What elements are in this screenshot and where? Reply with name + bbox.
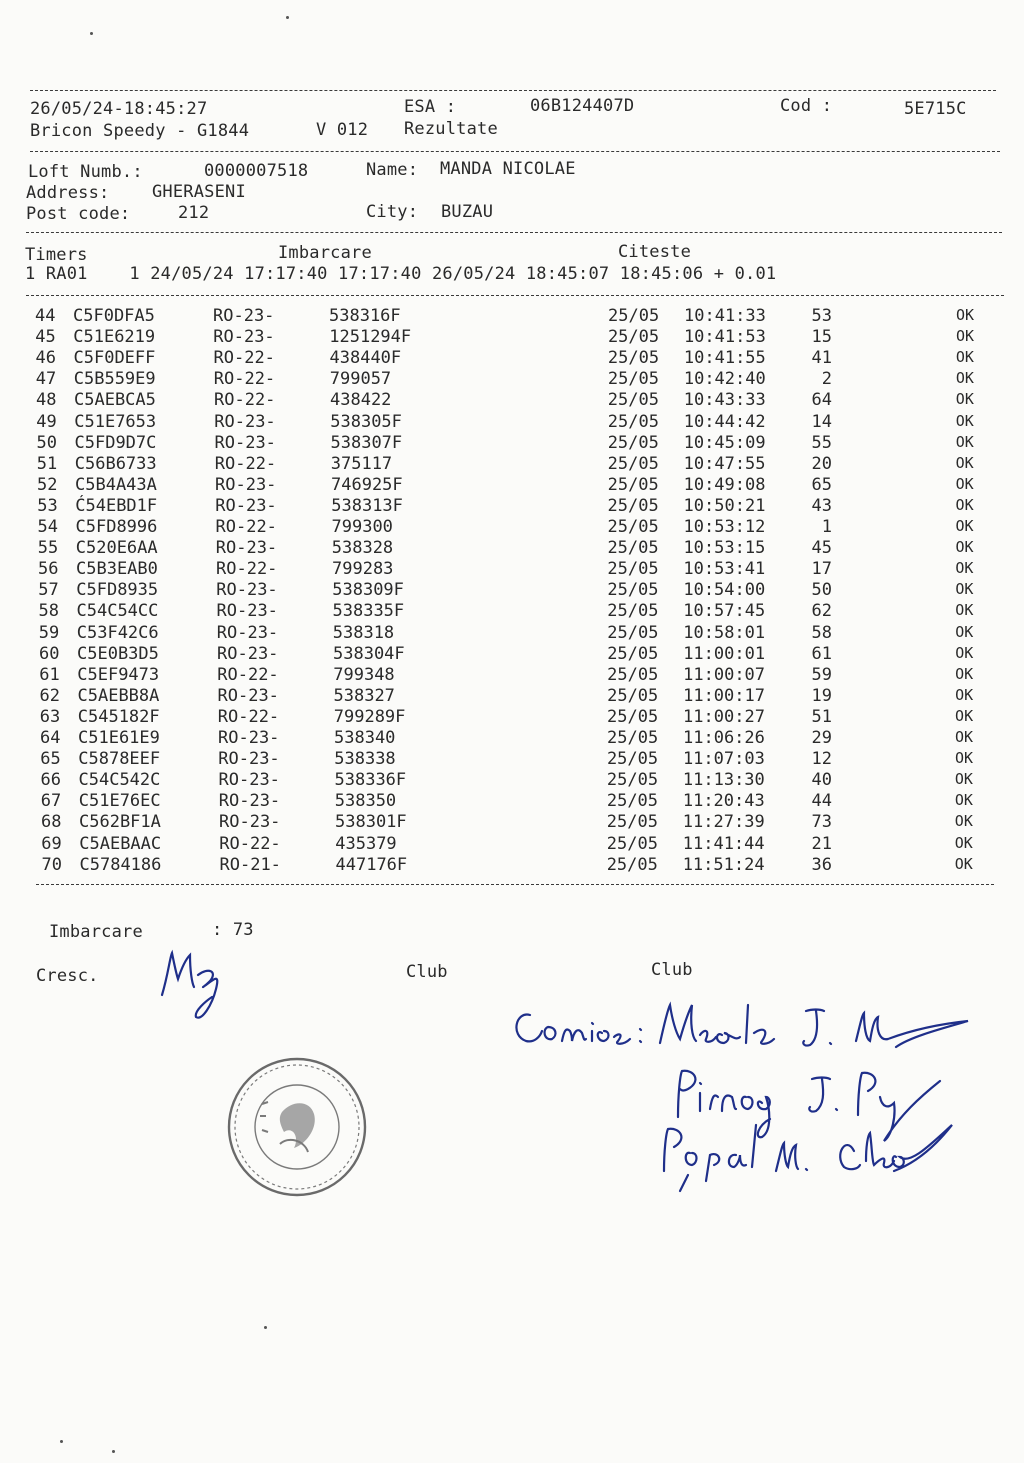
arrival-time: 11:07:03: [682, 749, 765, 770]
basket-position: 51: [811, 706, 832, 727]
ring-number: 746925F: [331, 474, 403, 495]
status-ok: OK: [954, 854, 973, 873]
ring-prefix: RO-23-: [213, 327, 275, 348]
ring-number: 799300: [331, 517, 393, 537]
ring-prefix: RO-22-: [213, 369, 276, 390]
report-datetime: 26/05/24-18:45:27: [30, 99, 208, 119]
ring-number: 538340: [334, 728, 396, 748]
chip-id: C5F0DEFF: [73, 348, 156, 369]
ring-prefix: RO-23-: [213, 306, 275, 326]
ring-number: 538307F: [330, 432, 403, 453]
address-value: GHERASENI: [152, 182, 246, 202]
row-index: 60: [39, 643, 60, 664]
arrival-date: 25/05: [607, 348, 660, 369]
status-ok: OK: [955, 474, 974, 493]
result-row: [0, 834, 1024, 855]
arrival-date: 25/05: [606, 854, 658, 875]
arrival-date: 25/05: [607, 538, 659, 559]
result-row: [0, 686, 1024, 707]
ring-prefix: RO-23-: [218, 749, 280, 770]
result-row: [0, 390, 1024, 411]
cod-value: 5E715C: [904, 99, 967, 119]
arrival-time: 10:53:41: [683, 559, 766, 580]
ring-prefix: RO-23-: [217, 685, 279, 706]
basket-position: 14: [811, 411, 832, 432]
result-row: [0, 791, 1024, 812]
chip-id: C51E7653: [74, 411, 157, 432]
report-type: Rezultate: [404, 119, 498, 139]
ring-number: 538335F: [332, 601, 405, 622]
result-row: [0, 644, 1024, 665]
ring-prefix: RO-23-: [214, 411, 276, 432]
club-label-2: Club: [651, 960, 693, 980]
ring-number: 538305F: [330, 411, 402, 432]
chip-id: C520E6AA: [75, 538, 158, 559]
status-ok: OK: [955, 685, 974, 704]
club-label-1: Club: [406, 962, 448, 982]
ring-prefix: RO-23-: [218, 728, 280, 748]
ring-prefix: RO-22-: [214, 453, 277, 474]
result-row: [0, 348, 1024, 369]
arrival-time: 11:27:39: [682, 812, 765, 833]
arrival-date: 25/05: [607, 685, 659, 706]
arrival-date: 25/05: [606, 812, 658, 833]
arrival-date: 25/05: [607, 432, 659, 453]
basket-position: 29: [811, 728, 832, 748]
separator-owner: [26, 232, 1002, 233]
basket-position: 61: [811, 643, 832, 664]
paper-speck: [286, 16, 289, 19]
ring-prefix: RO-23-: [216, 601, 278, 622]
status-ok: OK: [954, 791, 973, 810]
arrival-date: 25/05: [607, 559, 659, 580]
chip-id: C5FD8996: [75, 517, 158, 537]
arrival-date: 25/05: [607, 411, 659, 432]
status-ok: OK: [955, 538, 974, 557]
separator-bottom: [36, 884, 994, 885]
ring-number: 538304F: [333, 643, 405, 664]
ring-prefix: RO-23-: [218, 791, 281, 812]
arrival-time: 10:47:55: [683, 453, 766, 474]
basket-position: 45: [811, 538, 832, 559]
paper-speck: [90, 32, 93, 35]
chip-id: C51E76EC: [78, 791, 161, 812]
arrival-time: 10:57:45: [683, 601, 766, 622]
city-value: BUZAU: [441, 202, 494, 222]
status-ok: OK: [955, 517, 974, 535]
basket-position: 15: [811, 327, 832, 348]
arrival-time: 10:41:53: [683, 327, 766, 348]
status-ok: OK: [955, 643, 974, 662]
owner-name: MANDA NICOLAE: [440, 159, 576, 179]
chip-id: C5AEBB8A: [77, 685, 160, 706]
row-index: 55: [37, 538, 59, 559]
result-row: [0, 306, 1024, 327]
chip-id: C5784186: [79, 854, 162, 875]
row-index: 63: [39, 706, 61, 727]
result-row: [0, 327, 1024, 348]
chip-id: C56B6733: [74, 453, 157, 474]
basket-position: 19: [811, 685, 832, 706]
result-row: [0, 559, 1024, 580]
ring-prefix: RO-22-: [214, 390, 276, 411]
cod-label: Cod :: [780, 96, 833, 116]
row-index: 62: [39, 685, 60, 706]
ring-number: 538313F: [331, 495, 403, 516]
chip-id: Ć54EBD1F: [75, 495, 158, 516]
basket-position: 55: [811, 432, 832, 453]
basket-position: 21: [811, 833, 832, 854]
ring-number: 438422: [330, 390, 392, 411]
row-index: 46: [35, 348, 56, 369]
cresc-label: Cresc.: [36, 966, 99, 986]
arrival-date: 25/05: [607, 664, 659, 685]
row-index: 59: [38, 622, 60, 643]
ring-prefix: RO-22-: [217, 664, 279, 685]
citeste-header: Citeste: [618, 242, 692, 262]
status-ok: OK: [955, 601, 974, 620]
basket-position: 17: [811, 559, 832, 580]
ring-number: 538316F: [329, 306, 401, 326]
status-ok: OK: [955, 411, 974, 430]
arrival-time: 10:54:00: [683, 580, 766, 601]
basket-position: 44: [811, 791, 832, 812]
basket-position: 73: [811, 812, 832, 833]
chip-id: C51E61E9: [78, 728, 160, 748]
loft-label: Loft Numb.:: [28, 162, 143, 182]
arrival-date: 25/05: [606, 770, 659, 791]
device-name: Bricon Speedy - G1844: [30, 121, 250, 141]
status-ok: OK: [955, 453, 974, 472]
chip-id: C5AEBAAC: [79, 833, 162, 854]
chip-id: C5F0DFA5: [73, 306, 155, 326]
ring-number: 538338: [334, 749, 396, 770]
ring-prefix: RO-22-: [216, 559, 278, 580]
row-index: 54: [37, 517, 58, 537]
basket-position: 43: [811, 495, 832, 516]
status-ok: OK: [955, 348, 974, 367]
result-row: [0, 412, 1024, 433]
ring-number: 799283: [332, 559, 394, 580]
ring-number: 1251294F: [329, 327, 412, 348]
arrival-date: 25/05: [607, 601, 659, 622]
arrival-time: 10:50:21: [683, 495, 766, 516]
loft-number: 0000007518: [204, 161, 309, 181]
row-index: 47: [35, 369, 57, 390]
row-index: 67: [40, 791, 62, 812]
ring-number: 538301F: [335, 812, 407, 833]
basket-position: 1: [821, 517, 832, 537]
ring-number: 799289F: [333, 706, 406, 727]
row-index: 48: [36, 390, 57, 411]
arrival-time: 11:00:07: [683, 664, 766, 685]
row-index: 44: [35, 306, 56, 326]
row-index: 57: [38, 580, 59, 601]
ring-prefix: RO-23-: [216, 580, 278, 601]
paper-speck: [112, 1450, 115, 1453]
separator-header: [30, 151, 1000, 152]
basket-position: 41: [811, 348, 832, 369]
row-index: 49: [36, 411, 57, 432]
basket-position: 59: [811, 664, 832, 685]
arrival-time: 11:13:30: [682, 770, 765, 791]
status-ok: OK: [955, 495, 974, 514]
chip-id: C5B559E9: [73, 369, 156, 390]
arrival-time: 11:00:01: [683, 643, 766, 664]
ring-prefix: RO-22-: [215, 517, 277, 537]
ring-prefix: RO-22-: [217, 706, 280, 727]
status-ok: OK: [955, 580, 974, 599]
arrival-time: 10:41:33: [684, 306, 766, 326]
arrival-date: 25/05: [607, 728, 659, 748]
chip-id: C51E6219: [73, 327, 156, 348]
commission-signatures: [500, 985, 990, 1200]
ring-prefix: RO-23-: [215, 474, 277, 495]
ring-prefix: RO-23-: [217, 643, 279, 664]
status-ok: OK: [955, 390, 974, 409]
name-label: Name:: [366, 160, 419, 180]
row-index: 58: [38, 601, 59, 622]
result-row: [0, 770, 1024, 791]
row-index: 68: [41, 812, 62, 833]
status-ok: OK: [954, 749, 973, 768]
basket-position: 40: [811, 770, 832, 791]
arrival-time: 11:00:27: [683, 706, 765, 727]
firmware-version: V 012: [316, 120, 369, 140]
status-ok: OK: [956, 306, 975, 324]
result-row: [0, 496, 1024, 517]
timers-label: Timers: [25, 245, 88, 265]
arrival-time: 11:41:44: [682, 833, 765, 854]
row-index: 50: [36, 432, 57, 453]
result-row: [0, 517, 1024, 538]
arrival-date: 25/05: [606, 833, 658, 854]
club-stamp: [222, 1052, 372, 1202]
chip-id: C5E0B3D5: [77, 643, 159, 664]
chip-id: C54C542C: [78, 770, 161, 791]
result-row: [0, 538, 1024, 559]
arrival-date: 25/05: [607, 517, 659, 537]
arrival-time: 10:58:01: [683, 622, 766, 643]
esa-label: ESA :: [404, 97, 457, 117]
arrival-time: 10:44:42: [683, 411, 766, 432]
paper-speck: [60, 1440, 63, 1443]
chip-id: C5EF9473: [77, 664, 160, 685]
ring-number: 538336F: [334, 770, 407, 791]
arrival-time: 10:42:40: [683, 369, 766, 390]
result-row: [0, 369, 1024, 390]
basket-position: 12: [811, 749, 832, 770]
row-index: 53: [37, 495, 58, 516]
arrival-date: 25/05: [607, 495, 659, 516]
ring-prefix: RO-23-: [218, 770, 280, 791]
arrival-time: 11:06:26: [683, 728, 765, 748]
arrival-date: 25/05: [607, 474, 659, 495]
result-row: [0, 855, 1024, 876]
arrival-time: 10:41:55: [683, 348, 766, 369]
ring-prefix: RO-23-: [219, 812, 281, 833]
chip-id: C5FD9D7C: [74, 432, 157, 453]
city-label: City:: [366, 202, 419, 222]
arrival-time: 10:49:08: [683, 474, 766, 495]
basket-position: 62: [811, 601, 832, 622]
esa-value: 06B124407D: [530, 96, 635, 116]
status-ok: OK: [954, 770, 973, 789]
row-index: 64: [40, 728, 61, 748]
basket-position: 58: [811, 622, 832, 643]
ring-number: 799057: [329, 369, 392, 390]
row-index: 69: [41, 833, 62, 854]
arrival-date: 25/05: [607, 327, 660, 348]
postcode-label: Post code:: [26, 204, 131, 224]
ring-number: 435379: [335, 833, 397, 854]
arrival-date: 25/05: [607, 643, 659, 664]
chip-id: C5FD8935: [76, 580, 159, 601]
result-row: [0, 812, 1024, 833]
chip-id: C53F42C6: [76, 622, 159, 643]
arrival-time: 11:00:17: [683, 685, 765, 706]
ring-number: 538309F: [332, 580, 404, 601]
result-row: [0, 728, 1024, 749]
arrival-date: 25/05: [607, 706, 659, 727]
result-row: [0, 707, 1024, 728]
ring-prefix: RO-23-: [215, 538, 278, 559]
ring-prefix: RO-22-: [219, 833, 281, 854]
basket-position: 65: [811, 474, 832, 495]
postcode-value: 212: [178, 203, 210, 223]
chip-id: C562BF1A: [79, 812, 161, 833]
ring-number: 538327: [333, 685, 395, 706]
ring-prefix: RO-22-: [213, 348, 275, 369]
status-ok: OK: [955, 369, 974, 388]
separator-timers: [26, 295, 1004, 296]
arrival-date: 25/05: [607, 453, 659, 474]
chip-id: C5B3EAB0: [76, 559, 158, 580]
row-index: 61: [39, 664, 60, 685]
arrival-date: 25/05: [606, 791, 659, 812]
arrival-date: 25/05: [607, 390, 659, 411]
result-row: [0, 665, 1024, 686]
status-ok: OK: [955, 327, 974, 346]
chip-id: C54C54CC: [76, 601, 159, 622]
chip-id: C5878EEF: [78, 749, 161, 770]
status-ok: OK: [955, 664, 974, 683]
ring-number: 538328: [331, 538, 394, 559]
status-ok: OK: [955, 559, 974, 578]
arrival-date: 25/05: [606, 749, 659, 770]
basket-position: 36: [811, 854, 832, 875]
arrival-date: 25/05: [607, 580, 659, 601]
address-label: Address:: [26, 183, 110, 203]
status-ok: OK: [955, 432, 974, 451]
row-index: 45: [35, 327, 56, 348]
chip-id: C5B4A43A: [75, 474, 157, 495]
arrival-time: 11:51:24: [682, 854, 765, 875]
arrival-time: 10:53:15: [683, 538, 766, 559]
ring-prefix: RO-21-: [219, 854, 281, 875]
ring-number: 438440F: [329, 348, 402, 369]
arrival-date: 25/05: [607, 622, 659, 643]
ring-prefix: RO-23-: [216, 622, 279, 643]
result-row: [0, 749, 1024, 770]
row-index: 52: [37, 474, 58, 495]
ring-number: 375117: [330, 453, 393, 474]
paper-speck: [264, 1326, 267, 1329]
row-index: 51: [36, 453, 58, 474]
ring-number: 538350: [334, 791, 397, 812]
basket-position: 20: [811, 453, 832, 474]
status-ok: OK: [954, 833, 973, 852]
ring-number: 799348: [333, 664, 395, 685]
arrival-time: 10:45:09: [683, 432, 766, 453]
row-index: 65: [40, 749, 61, 770]
separator-top: [30, 90, 996, 91]
basket-position: 2: [821, 369, 832, 390]
row-index: 66: [40, 770, 61, 791]
result-row: [0, 601, 1024, 622]
basket-position: 53: [811, 306, 832, 326]
arrival-date: 25/05: [608, 306, 660, 326]
basket-position: 64: [811, 390, 832, 411]
breeder-signature: [150, 945, 230, 1025]
result-row: [0, 580, 1024, 601]
row-index: 56: [38, 559, 59, 580]
imbarcare-total-value: : 73: [212, 920, 254, 940]
status-ok: OK: [955, 706, 974, 725]
ring-number: 447176F: [335, 854, 408, 875]
row-index: 70: [41, 854, 62, 875]
result-row: [0, 623, 1024, 644]
imbarcare-total-label: Imbarcare: [49, 922, 143, 942]
status-ok: OK: [955, 622, 974, 641]
ring-number: 538318: [332, 622, 395, 643]
basket-position: 50: [811, 580, 832, 601]
result-row: [0, 475, 1024, 496]
result-row: [0, 454, 1024, 475]
imbarcare-header: Imbarcare: [278, 243, 372, 263]
arrival-time: 10:53:12: [683, 517, 766, 537]
status-ok: OK: [955, 728, 974, 746]
ring-prefix: RO-23-: [215, 495, 277, 516]
chip-id: C545182F: [77, 706, 160, 727]
arrival-time: 10:43:33: [683, 390, 766, 411]
status-ok: OK: [954, 812, 973, 831]
arrival-date: 25/05: [607, 369, 660, 390]
result-row: [0, 433, 1024, 454]
arrival-time: 11:20:43: [682, 791, 765, 812]
ring-prefix: RO-23-: [214, 432, 276, 453]
timer-line: 1 RA01 1 24/05/24 17:17:40 17:17:40 26/05/24 18:45:07 18:45:06 + 0.01: [25, 264, 777, 284]
chip-id: C5AEBCA5: [74, 390, 156, 411]
